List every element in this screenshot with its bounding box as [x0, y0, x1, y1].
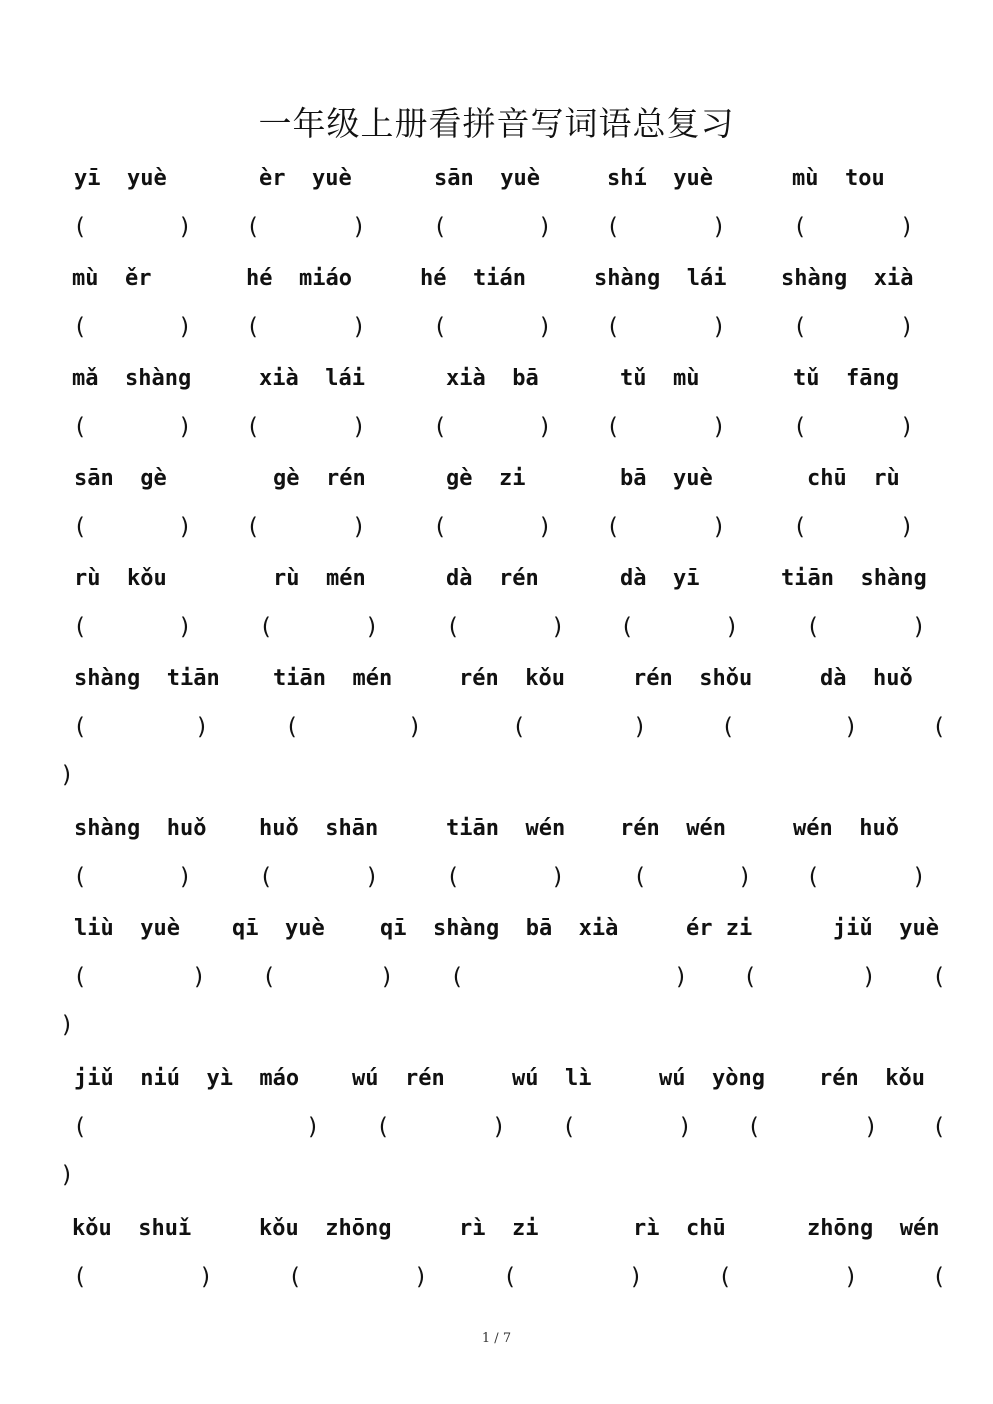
bracket-close: ) — [178, 514, 192, 540]
bracket-close: ) — [192, 964, 206, 990]
answer-bracket-row — [0, 712, 993, 742]
bracket-close: ) — [912, 864, 926, 890]
pinyin-word: mù ěr — [72, 266, 152, 291]
bracket-close: ) — [408, 714, 422, 740]
bracket-close: ) — [195, 714, 209, 740]
pinyin-row — [0, 464, 993, 494]
bracket-close: ) — [900, 314, 914, 340]
bracket-close: ) — [365, 864, 379, 890]
pinyin-word: shàng tiān — [74, 666, 220, 691]
pinyin-word: shàng huǒ — [74, 816, 207, 841]
pinyin-word: mǎ shàng — [72, 366, 192, 391]
answer-bracket-row — [0, 962, 993, 992]
bracket-close: ) — [912, 614, 926, 640]
pinyin-row — [0, 1214, 993, 1244]
pinyin-word: shàng xià — [781, 266, 914, 291]
bracket-open: ( — [503, 1264, 517, 1290]
bracket-close: ) — [178, 314, 192, 340]
bracket-open: ( — [620, 614, 634, 640]
bracket-close: ) — [712, 314, 726, 340]
pinyin-word: yī yuè — [74, 166, 167, 191]
bracket-close: ) — [551, 864, 565, 890]
bracket-open: ( — [73, 964, 87, 990]
answer-bracket-wrap — [0, 1160, 993, 1190]
pinyin-word: gè zi — [446, 466, 526, 491]
pinyin-word: gè rén — [273, 466, 366, 491]
pinyin-row — [0, 1064, 993, 1094]
bracket-close: ) — [352, 414, 366, 440]
pinyin-word: mù tou — [792, 166, 885, 191]
pinyin-word: xià lái — [259, 366, 365, 391]
bracket-open: ( — [433, 214, 447, 240]
bracket-close: ) — [674, 964, 688, 990]
pinyin-word: rù mén — [273, 566, 366, 591]
pinyin-word: jiǔ niú yì máo — [74, 1066, 300, 1091]
bracket-open: ( — [793, 514, 807, 540]
bracket-open: ( — [446, 614, 460, 640]
pinyin-word: jiǔ yuè — [833, 916, 939, 941]
pinyin-word: rù kǒu — [74, 566, 167, 591]
answer-bracket-row — [0, 612, 993, 642]
bracket-open: ( — [288, 1264, 302, 1290]
bracket-open: ( — [73, 514, 87, 540]
bracket-open: ( — [793, 414, 807, 440]
pinyin-row — [0, 664, 993, 694]
answer-bracket-wrap — [0, 760, 993, 790]
pinyin-word: rén kǒu — [459, 666, 565, 691]
bracket-close: ) — [844, 714, 858, 740]
pinyin-word: shàng lái — [594, 266, 727, 291]
bracket-open: ( — [259, 614, 273, 640]
bracket-open: ( — [606, 514, 620, 540]
pinyin-row — [0, 564, 993, 594]
bracket-close: ) — [633, 714, 647, 740]
bracket-open: ( — [606, 214, 620, 240]
bracket-close: ) — [538, 214, 552, 240]
bracket-open: ( — [932, 1114, 946, 1140]
bracket-open: ( — [806, 614, 820, 640]
bracket-close: ) — [60, 762, 74, 788]
bracket-open: ( — [721, 714, 735, 740]
bracket-close: ) — [678, 1114, 692, 1140]
bracket-close: ) — [60, 1162, 74, 1188]
bracket-open: ( — [246, 314, 260, 340]
bracket-close: ) — [60, 1012, 74, 1038]
bracket-open: ( — [562, 1114, 576, 1140]
bracket-close: ) — [551, 614, 565, 640]
pinyin-word: sān gè — [74, 466, 167, 491]
pinyin-word: dà huǒ — [820, 666, 913, 691]
bracket-close: ) — [629, 1264, 643, 1290]
bracket-open: ( — [433, 314, 447, 340]
bracket-open: ( — [932, 714, 946, 740]
pinyin-word: sān yuè — [434, 166, 540, 191]
bracket-open: ( — [73, 314, 87, 340]
bracket-open: ( — [633, 864, 647, 890]
bracket-close: ) — [538, 414, 552, 440]
bracket-open: ( — [512, 714, 526, 740]
pinyin-word: dà yī — [620, 566, 700, 591]
bracket-close: ) — [844, 1264, 858, 1290]
bracket-close: ) — [306, 1114, 320, 1140]
bracket-close: ) — [414, 1264, 428, 1290]
answer-bracket-row — [0, 312, 993, 342]
pinyin-word: rén shǒu — [633, 666, 753, 691]
bracket-close: ) — [738, 864, 752, 890]
bracket-open: ( — [376, 1114, 390, 1140]
answer-bracket-row — [0, 512, 993, 542]
pinyin-row — [0, 814, 993, 844]
pinyin-word: wú lì — [512, 1066, 592, 1091]
pinyin-word: hé tián — [420, 266, 526, 291]
bracket-open: ( — [259, 864, 273, 890]
pinyin-word: tiān shàng — [781, 566, 927, 591]
bracket-open: ( — [73, 1264, 87, 1290]
bracket-close: ) — [365, 614, 379, 640]
bracket-close: ) — [900, 214, 914, 240]
bracket-close: ) — [725, 614, 739, 640]
pinyin-row — [0, 364, 993, 394]
bracket-open: ( — [73, 714, 87, 740]
bracket-open: ( — [806, 864, 820, 890]
bracket-close: ) — [492, 1114, 506, 1140]
bracket-open: ( — [793, 214, 807, 240]
pinyin-row — [0, 264, 993, 294]
bracket-open: ( — [606, 314, 620, 340]
bracket-open: ( — [262, 964, 276, 990]
bracket-close: ) — [900, 514, 914, 540]
bracket-close: ) — [900, 414, 914, 440]
bracket-open: ( — [73, 414, 87, 440]
answer-bracket-row — [0, 1112, 993, 1142]
pinyin-word: rì zi — [459, 1216, 539, 1241]
bracket-open: ( — [73, 864, 87, 890]
pinyin-word: liù yuè — [74, 916, 180, 941]
bracket-close: ) — [352, 214, 366, 240]
bracket-close: ) — [538, 314, 552, 340]
pinyin-word: ér zi — [686, 916, 753, 941]
pinyin-word: wú rén — [352, 1066, 445, 1091]
bracket-close: ) — [352, 314, 366, 340]
pinyin-word: dà rén — [446, 566, 539, 591]
bracket-open: ( — [433, 414, 447, 440]
bracket-open: ( — [932, 1264, 946, 1290]
pinyin-word: tiān mén — [273, 666, 393, 691]
bracket-open: ( — [73, 614, 87, 640]
pinyin-word: tiān wén — [446, 816, 566, 841]
bracket-open: ( — [73, 1114, 87, 1140]
answer-bracket-row — [0, 212, 993, 242]
pinyin-word: wén huǒ — [793, 816, 899, 841]
pinyin-word: kǒu shuǐ — [72, 1216, 192, 1241]
pinyin-word: chū rù — [807, 466, 900, 491]
bracket-close: ) — [178, 414, 192, 440]
bracket-open: ( — [793, 314, 807, 340]
bracket-open: ( — [246, 214, 260, 240]
pinyin-word: bā yuè — [620, 466, 713, 491]
bracket-close: ) — [380, 964, 394, 990]
bracket-close: ) — [712, 514, 726, 540]
pinyin-word: qī shàng bā xià — [380, 916, 619, 941]
bracket-open: ( — [606, 414, 620, 440]
pinyin-word: hé miáo — [246, 266, 352, 291]
pinyin-word: wú yòng — [659, 1066, 765, 1091]
page-title: 一年级上册看拼音写词语总复习 — [258, 104, 735, 143]
pinyin-word: rén wén — [620, 816, 726, 841]
bracket-close: ) — [178, 614, 192, 640]
bracket-open: ( — [246, 414, 260, 440]
bracket-open: ( — [932, 964, 946, 990]
pinyin-word: èr yuè — [259, 166, 352, 191]
pinyin-row — [0, 914, 993, 944]
bracket-close: ) — [538, 514, 552, 540]
answer-bracket-row — [0, 412, 993, 442]
bracket-close: ) — [712, 214, 726, 240]
bracket-close: ) — [862, 964, 876, 990]
pinyin-word: kǒu zhōng — [259, 1216, 392, 1241]
bracket-open: ( — [718, 1264, 732, 1290]
bracket-open: ( — [73, 214, 87, 240]
bracket-open: ( — [450, 964, 464, 990]
bracket-close: ) — [178, 214, 192, 240]
pinyin-word: huǒ shān — [259, 816, 379, 841]
pinyin-word: rén kǒu — [819, 1066, 925, 1091]
bracket-close: ) — [864, 1114, 878, 1140]
bracket-close: ) — [199, 1264, 213, 1290]
bracket-close: ) — [712, 414, 726, 440]
bracket-open: ( — [743, 964, 757, 990]
bracket-open: ( — [285, 714, 299, 740]
pinyin-word: xià bā — [446, 366, 539, 391]
page-number: 1 / 7 — [481, 1331, 512, 1346]
pinyin-word: rì chū — [633, 1216, 726, 1241]
answer-bracket-wrap — [0, 1010, 993, 1040]
bracket-open: ( — [433, 514, 447, 540]
answer-bracket-row — [0, 1262, 993, 1292]
pinyin-row — [0, 164, 993, 194]
bracket-open: ( — [446, 864, 460, 890]
answer-bracket-row — [0, 862, 993, 892]
pinyin-word: tǔ mù — [620, 366, 700, 391]
pinyin-word: zhōng wén — [807, 1216, 940, 1241]
bracket-close: ) — [178, 864, 192, 890]
bracket-open: ( — [246, 514, 260, 540]
bracket-close: ) — [352, 514, 366, 540]
pinyin-word: tǔ fāng — [793, 366, 899, 391]
bracket-open: ( — [747, 1114, 761, 1140]
pinyin-word: qī yuè — [232, 916, 325, 941]
pinyin-word: shí yuè — [607, 166, 713, 191]
